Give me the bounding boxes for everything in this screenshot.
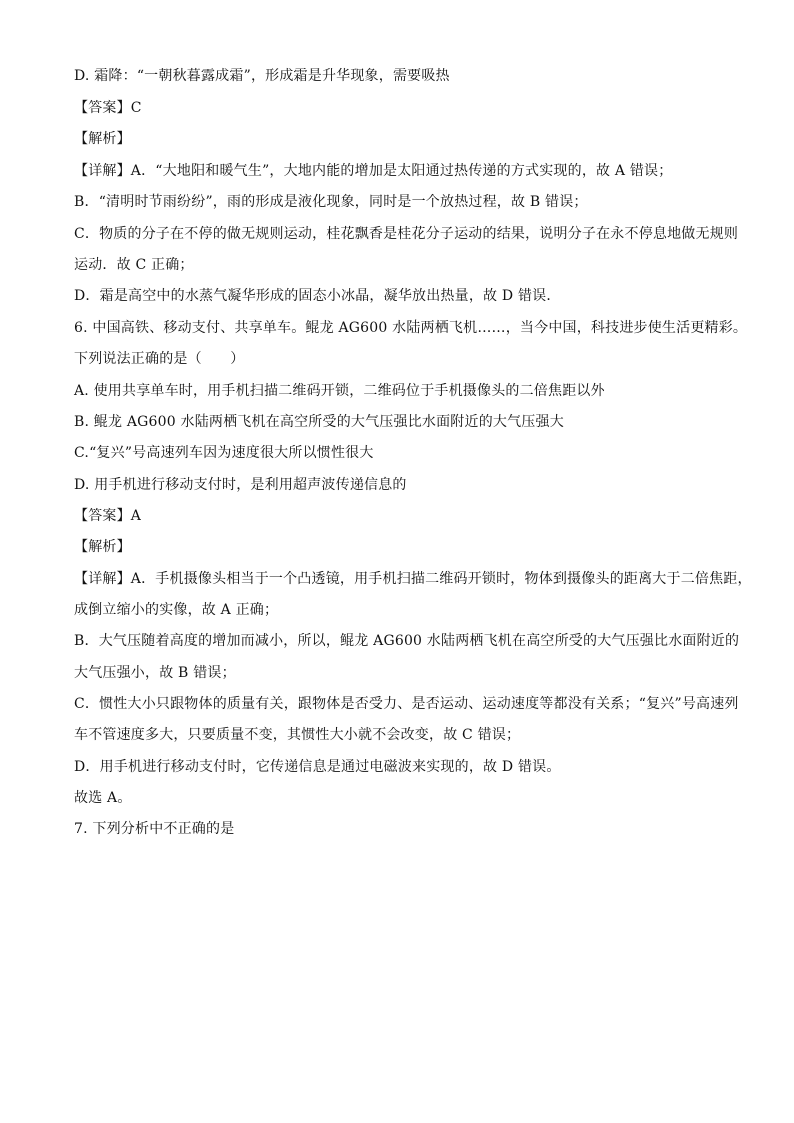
q6-answer: 【答案】A bbox=[74, 508, 142, 524]
q5-option-d: D. 霜降：“一朝秋暮露成霜”，形成霜是升华现象，需要吸热 bbox=[74, 68, 450, 84]
q6-detail-b-line1: B．大气压随着高度的增加而减小，所以，鲲龙 AG600 水陆两栖飞机在高空所受的大气压强比水面附近的 bbox=[74, 633, 740, 649]
q5-analysis-title: 【解析】 bbox=[74, 131, 131, 147]
q6-detail-c-line1: C．惯性大小只跟物体的质量有关，跟物体是否受力、是否运动、运动速度等都没有关系；“复兴”号高速列 bbox=[74, 696, 739, 712]
q5-detail-c-line1: C．物质的分子在不停的做无规则运动，桂花飘香是桂花分子运动的结果，说明分子在永不停息地做无规则 bbox=[74, 226, 739, 242]
q6-detail-a-line1: 【详解】A．手机摄像头相当于一个凸透镜，用手机扫描二维码开锁时，物体到摄像头的距离大于二倍焦距， bbox=[74, 571, 752, 587]
q6-option-a: A. 使用共享单车时，用手机扫描二维码开锁，二维码位于手机摄像头的二倍焦距以外 bbox=[74, 383, 605, 399]
q6-detail-a-line2: 成倒立缩小的实像，故 A 正确； bbox=[74, 602, 279, 618]
q5-detail-a: 【详解】A．“大地阳和暖气生”，大地内能的增加是太阳通过热传递的方式实现的，故 A 错误； bbox=[74, 163, 673, 179]
q7-stem: 7. 下列分析中不正确的是 bbox=[74, 821, 235, 837]
q6-conclusion: 故选 A。 bbox=[74, 790, 132, 806]
q6-option-c: C.“复兴”号高速列车因为速度很大所以惯性很大 bbox=[74, 445, 374, 461]
q6-stem-line2: 下列说法正确的是（ ） bbox=[74, 351, 245, 367]
q6-detail-d: D．用手机进行移动支付时，它传递信息是通过电磁波来实现的，故 D 错误。 bbox=[74, 759, 561, 775]
q5-answer: 【答案】C bbox=[74, 100, 142, 116]
q6-analysis-title: 【解析】 bbox=[74, 539, 131, 555]
q6-option-b: B. 鲲龙 AG600 水陆两栖飞机在高空所受的大气压强比水面附近的大气压强大 bbox=[74, 414, 564, 430]
q5-detail-b: B．“清明时节雨纷纷”，雨的形成是液化现象，同时是一个放热过程，故 B 错误； bbox=[74, 194, 588, 210]
q5-detail-d: D．霜是高空中的水蒸气凝华形成的固态小冰晶，凝华放出热量，故 D 错误． bbox=[74, 288, 561, 304]
q6-option-d: D. 用手机进行移动支付时，是利用超声波传递信息的 bbox=[74, 477, 407, 493]
q6-detail-b-line2: 大气压强小，故 B 错误； bbox=[74, 665, 236, 681]
q6-stem-line1: 6. 中国高铁、移动支付、共享单车。鲲龙 AG600 水陆两栖飞机……，当今中国，科技进步使生活更精彩。 bbox=[74, 320, 748, 336]
q6-detail-c-line2: 车不管速度多大，只要质量不变，其惯性大小就不会改变，故 C 错误； bbox=[74, 727, 521, 743]
q5-detail-c-line2: 运动．故 C 正确； bbox=[74, 257, 194, 273]
